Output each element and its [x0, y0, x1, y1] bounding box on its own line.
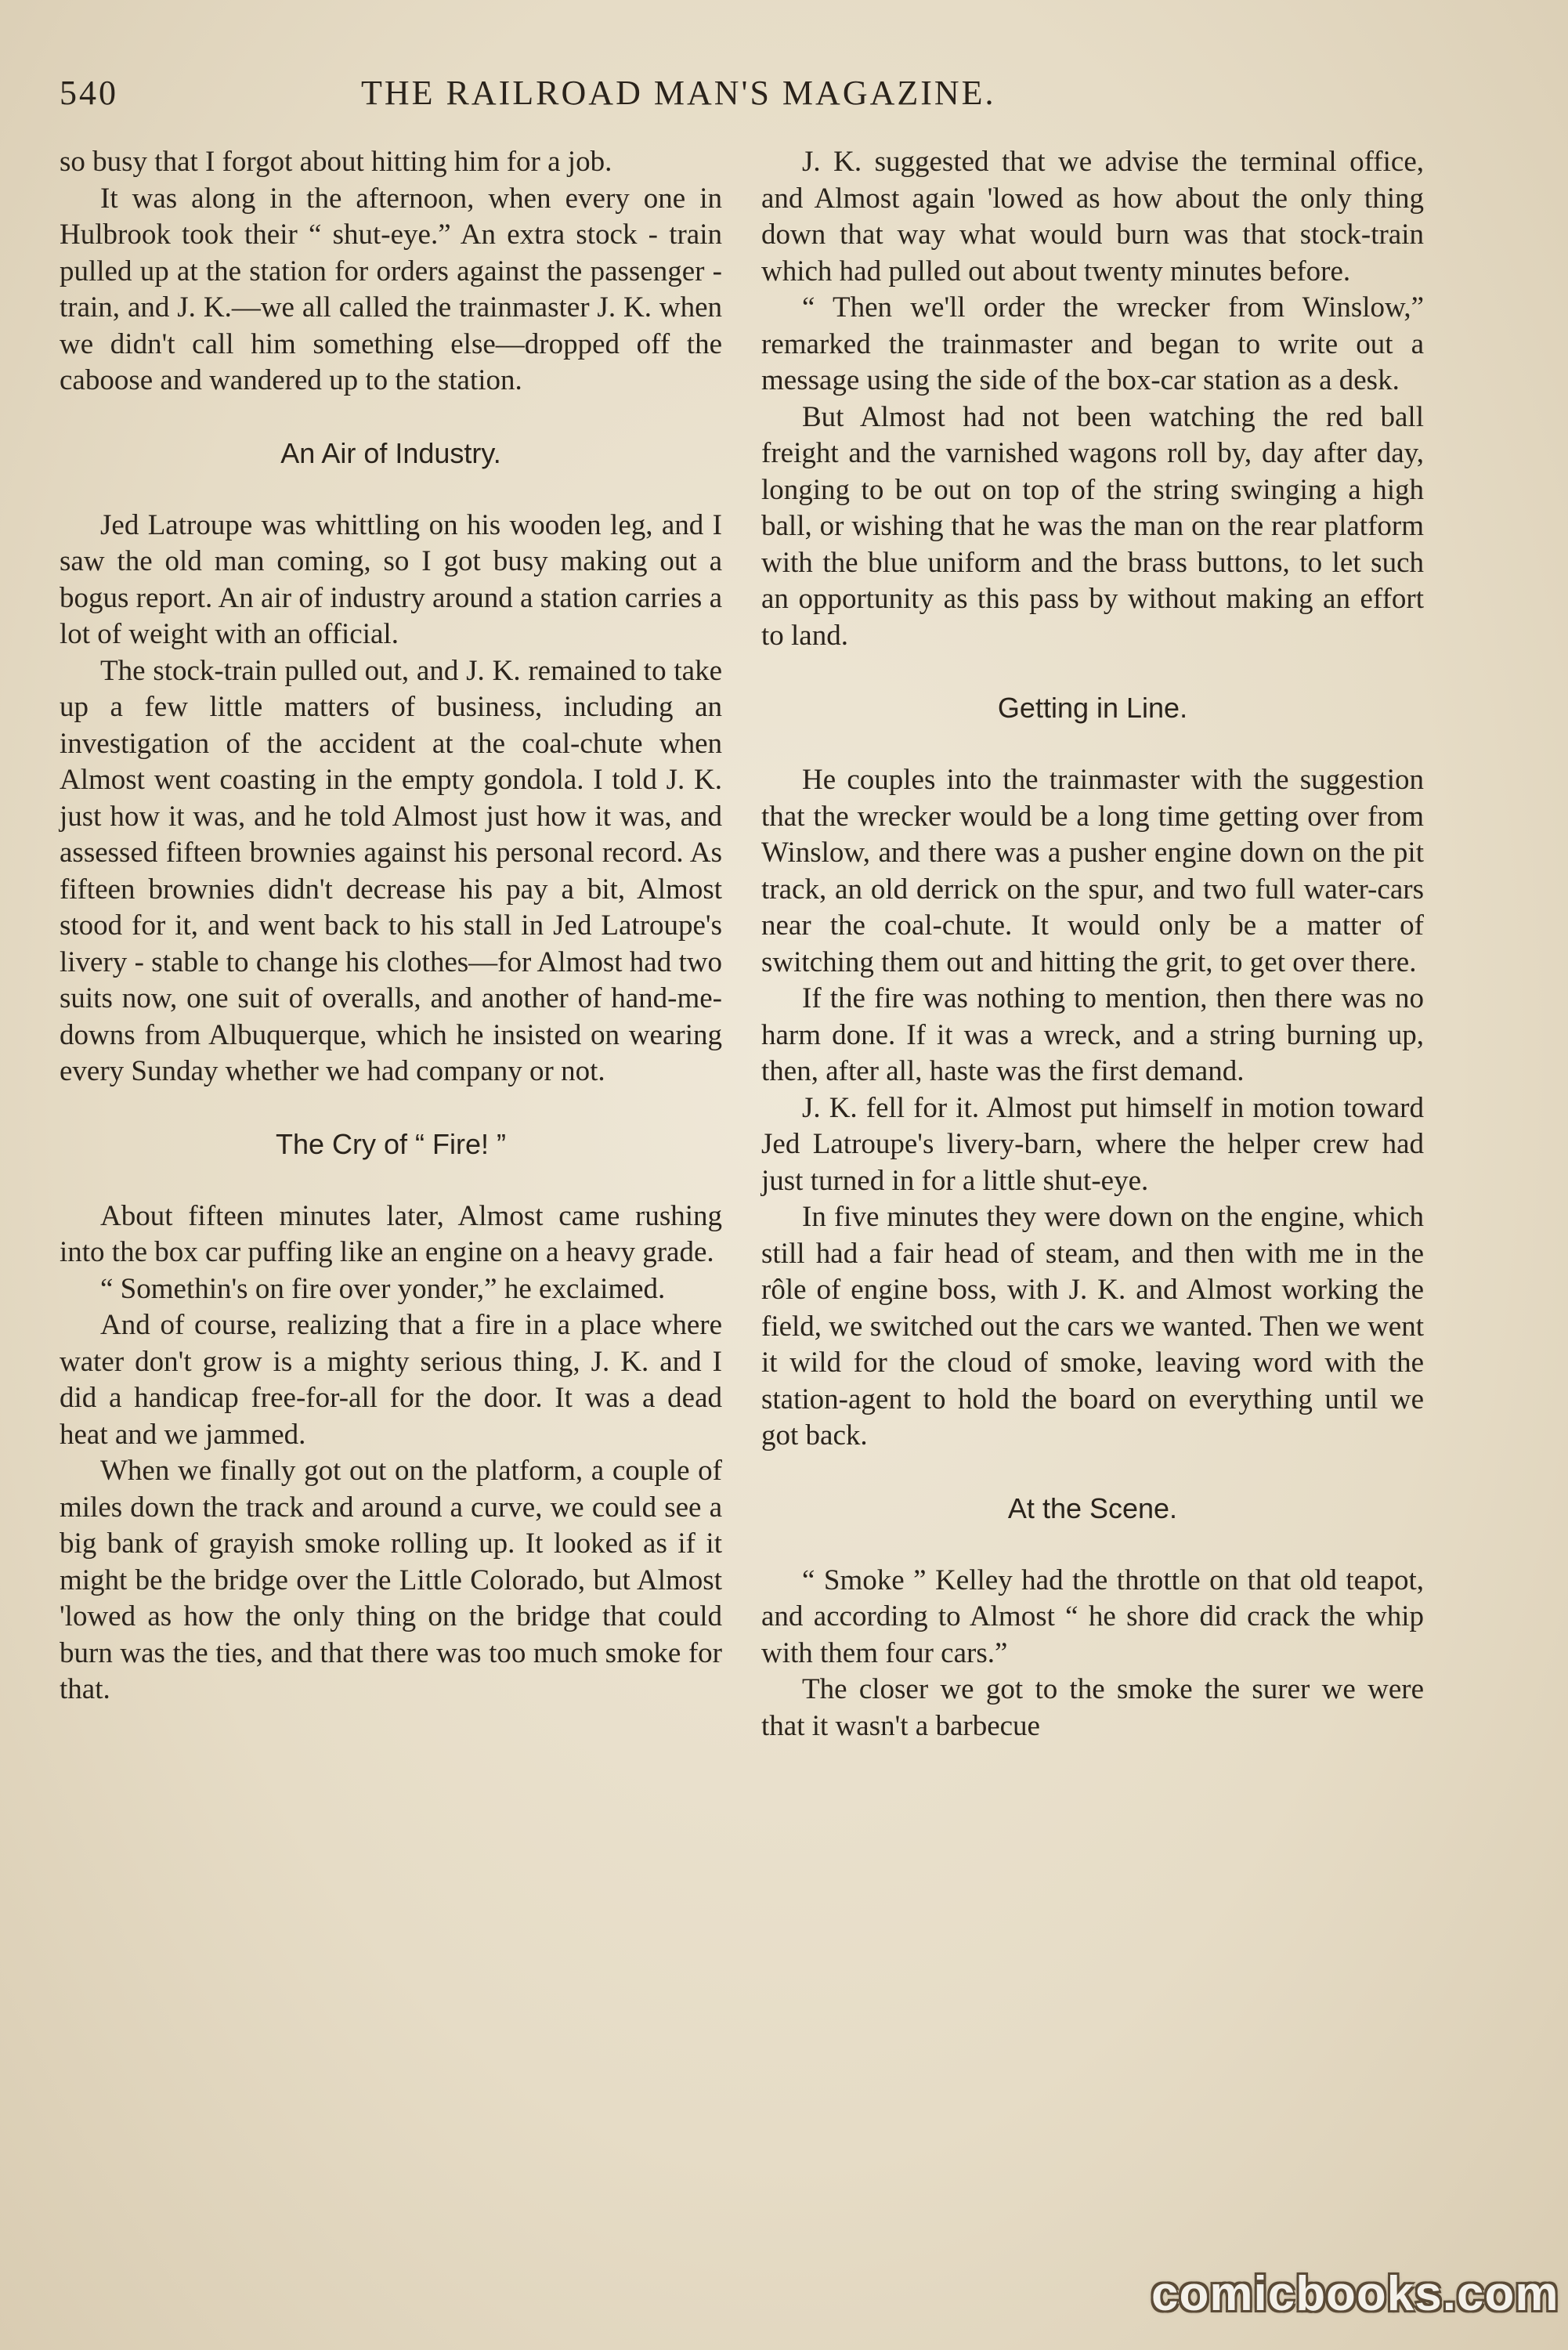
- paragraph: The closer we got to the smoke the surer we were that it wasn't a barbecue: [761, 1673, 1424, 1742]
- left-column: [60, 144, 722, 1708]
- paragraph: And of course, realizing that a fire in a place where water don't grow is a mighty serious thing, J. K. and I did a handicap free-for-all for the door. It was a dead heat and we jammed.: [60, 1309, 722, 1451]
- section-heading-at-the-scene: At the Scene.: [1007, 1491, 1178, 1524]
- paragraph: About fifteen minutes later, Almost came rushing into the box car puffing like an engine on a heavy grade.: [60, 1199, 722, 1268]
- section-heading-air-of-industry: An Air of Industry.: [280, 436, 501, 469]
- paragraph: The stock-train pulled out, and J. K. remained to take up a few little matters of business, including an investigation of the accident at the coal-chute when Almost went coasting in the empty gondola. I told J. K. just how it was, and he told Almost just how it was, and assessed fifteen brownies against his personal record. As fifteen brownies didn't decrease his pay a bit, Almost stood for it, and went back to his stall in Jed Latroupe's livery - stable to change his clothes—for Almost had two suits now, one suit of overalls, and another of hand-me-downs from Albuquerque, which he insisted on wearing every Sunday whether we had company or not.: [60, 654, 722, 1087]
- paragraph: “ Then we'll order the wrecker from Winslow,” remarked the trainmaster and began to write out a message using the side of the box-car station as a desk.: [761, 291, 1424, 396]
- page-header: [60, 66, 1125, 121]
- section-heading-getting-in-line: Getting in Line.: [997, 692, 1188, 724]
- magazine-title: THE RAILROAD MAN'S MAGAZINE.: [361, 74, 996, 112]
- page-number: 540: [60, 74, 118, 112]
- paragraph: “ Somethin's on fire over yonder,” he exclaimed.: [100, 1272, 666, 1305]
- paragraph: It was along in the afternoon, when every one in Hulbrook took their “ shut-eye.” An extra stock - train pulled up at the station for orders against the passenger - train, and J. K.—we all called the trainmaster J. K. when we didn't call him something else—dropped off the caboose and wandered up to the station.: [60, 182, 722, 396]
- paragraph: J. K. fell for it. Almost put himself in motion toward Jed Latroupe's livery-barn, where the helper crew had just turned in for a little shut-eye.: [761, 1091, 1424, 1197]
- paragraph: But Almost had not been watching the red ball freight and the varnished wagons roll by, day after day, longing to be out on top of the string swinging a high ball, or wishing that he was the man on the rear platform with the blue uniform and the brass buttons, to let such an opportunity as this pass by without making an effort to land.: [761, 400, 1424, 652]
- paragraph: J. K. suggested that we advise the terminal office, and Almost again 'lowed as how about the only thing down that way what would burn was that stock-train which had pulled out about twenty minutes before.: [761, 146, 1424, 287]
- paragraph: If the fire was nothing to mention, then there was no harm done. If it was a wreck, and a string burning up, then, after all, haste was the first demand.: [761, 982, 1424, 1087]
- paragraph: so busy that I forgot about hitting him for a job.: [60, 146, 612, 178]
- paragraph: In five minutes they were down on the engine, which still had a fair head of steam, and then with me in the rôle of engine boss, with J. K. and Almost working the field, we switched out the cars we wanted. Then we went it wild for the cloud of smoke, leaving word with the station-agent to hold the board on everything until we got back.: [761, 1201, 1424, 1452]
- paragraph: Jed Latroupe was whittling on his wooden leg, and I saw the old man coming, so I got busy making out a bogus report. An air of industry around a station carries a lot of weight with an official.: [60, 508, 722, 650]
- paragraph: “ Smoke ” Kelley had the throttle on that old teapot, and according to Almost “ he shore did crack the whip with them four cars.”: [761, 1564, 1424, 1669]
- right-column: [761, 144, 1424, 1744]
- paragraph: When we finally got out on the platform, a couple of miles down the track and around a curve, we could see a big bank of grayish smoke rolling up. It looked as if it might be the bridge over the Little Colorado, but Almost 'lowed as how the only thing on the bridge that could burn was the ties, and that there was too much smoke for that.: [60, 1455, 722, 1705]
- paragraph: He couples into the trainmaster with the suggestion that the wrecker would be a long time getting over from Winslow, and there was a pusher engine down on the pit track, an old derrick on the spur, and two full water-cars near the coal-chute. It would only be a matter of switching them out and hitting the grit, to get over there.: [761, 764, 1424, 978]
- site-watermark: comicbooks.com: [1151, 2267, 1559, 2321]
- section-heading-cry-of-fire: The Cry of “ Fire! ”: [275, 1127, 507, 1160]
